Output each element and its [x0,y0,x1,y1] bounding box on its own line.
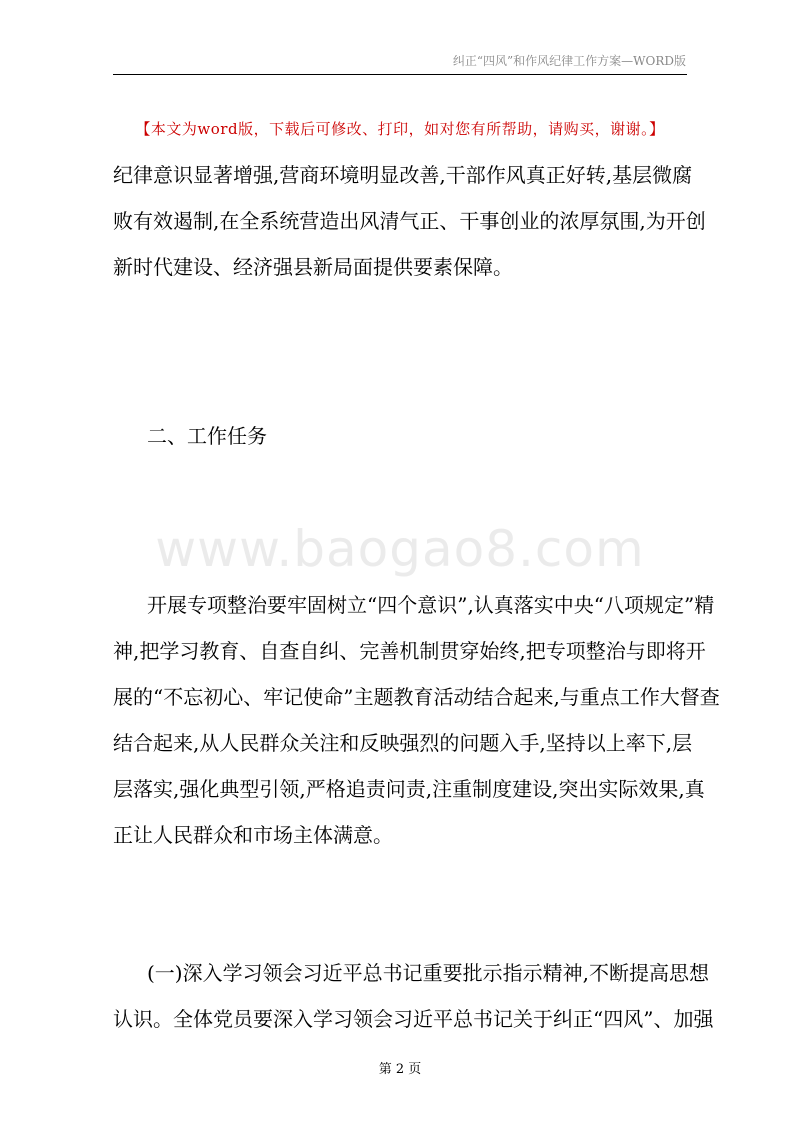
paragraph-line: 败有效遏制,在全系统营造出风清气正、干事创业的浓厚氛围,为开创 [113,209,706,233]
paragraph-line: 正让人民群众和市场主体满意。 [113,823,393,847]
paragraph-line: (一)深入学习领会习近平总书记重要批示指示精神,不断提高思想 [147,961,709,985]
paragraph-discipline [113,152,706,290]
paragraph-line: 开展专项整治要牢固树立“四个意识”,认真落实中央“八项规定”精 [147,593,715,617]
page-number: 第 2 页 [378,1062,422,1077]
download-notice: 【本文为word版，下载后可修改、打印，如对您有所帮助，请购买，谢谢。】 [135,120,665,138]
paragraph-line: 纪律意识显著增强,营商环境明显改善,干部作风真正好转,基层微腐 [113,163,693,187]
section-heading: 二、工作任务 [147,424,267,448]
paragraph-line: 神,把学习教育、自查自纠、完善机制贯穿始终,把专项整治与即将开 [113,639,706,663]
paragraph-line: 新时代建设、经济强县新局面提供要素保障。 [113,255,513,279]
page-header-title: 纠正“四风”和作风纪律工作方案—WORD版 [452,54,686,68]
paragraph-line: 展的“不忘初心、牢记使命”主题教育活动结合起来,与重点工作大督查 [113,685,720,709]
page-header-rule [113,74,687,75]
paragraph-line: 层落实,强化典型引领,严格追责问责,注重制度建设,突出实际效果,真 [113,777,705,801]
paragraph-line: 认识。全体党员要深入学习领会习近平总书记关于纠正“四风”、加强 [113,1007,714,1031]
paragraph-line: 结合起来,从人民群众关注和反映强烈的问题入手,坚持以上率下,层 [113,731,693,755]
paragraph-tasks [113,582,720,858]
paragraph-study [113,950,714,1042]
watermark-text: www.baogao8.com [155,520,645,578]
